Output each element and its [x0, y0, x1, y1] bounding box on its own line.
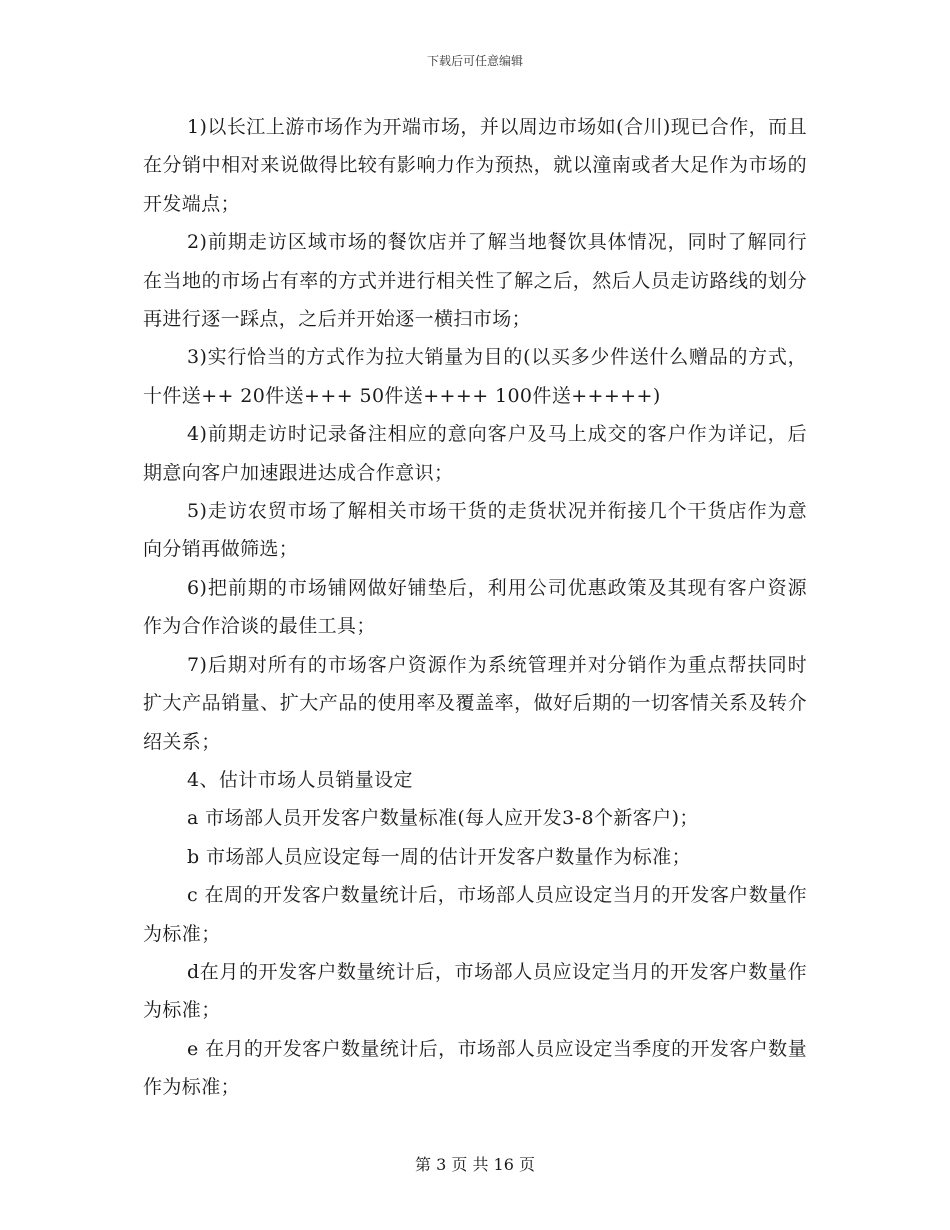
item-a: a 市场部人员开发客户数量标准(每人应开发3-8个新客户)； — [187, 807, 699, 830]
item-e: e 在月的开发客户数量统计后，市场部人员应设定当季度的开发客户数量作为标准； — [143, 1037, 807, 1099]
item-d: d在月的开发客户数量统计后，市场部人员应设定当月的开发客户数量作为标准； — [143, 960, 807, 1022]
paragraph-5: 5)走访农贸市场了解相关市场干货的走货状况并衔接几个干货店作为意向分销再做筛选； — [143, 500, 807, 561]
page-footer: 第 3 页 共 16 页 — [415, 1155, 535, 1174]
item-b: b 市场部人员应设定每一周的估计开发客户数量作为标准； — [187, 845, 692, 868]
page-header: 下载后可任意编辑 — [426, 54, 523, 68]
paragraph-2: 2)前期走访区域市场的餐饮店并了解当地餐饮具体情况，同时了解同行在当地的市场占有率的方式并进行相关性了解之后，然后人员走访路线的划分再进行逐一踩点，之后并开始逐一横扫市场； — [143, 231, 807, 331]
paragraph-6: 6)把前期的市场铺网做好铺垫后，利用公司优惠政策及其现有客户资源作为合作洽谈的最佳工具； — [143, 576, 807, 638]
section-heading: 4、估计市场人员销量设定 — [187, 768, 413, 791]
item-c: c 在周的开发客户数量统计后，市场部人员应设定当月的开发客户数量作为标准； — [143, 884, 807, 945]
paragraph-4: 4)前期走访时记录备注相应的意向客户及马上成交的客户作为详记，后期意向客户加速跟进达成合作意识； — [143, 423, 807, 484]
document-body — [143, 108, 807, 1107]
paragraph-3: 3)实行恰当的方式作为拉大销量为目的(以买多少件送什么赠品的方式，十件送++ 20件送+++ 50件送++++ 100件送+++++) — [143, 346, 807, 407]
paragraph-7: 7)后期对所有的市场客户资源作为系统管理并对分销作为重点帮扶同时扩大产品销量、扩大产品的使用率及覆盖率，做好后期的一切客情关系及转介绍关系； — [143, 653, 807, 753]
paragraph-1: 1)以长江上游市场作为开端市场，并以周边市场如(合川)现已合作，而且在分销中相对来说做得比较有影响力作为预热，就以潼南或者大足作为市场的开发端点； — [143, 116, 807, 215]
